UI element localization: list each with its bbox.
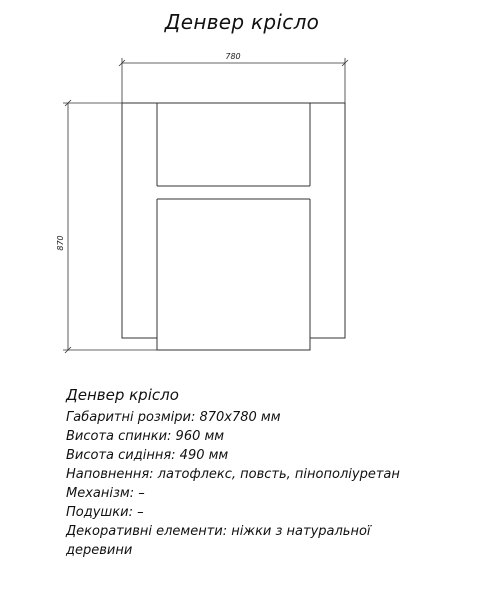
spec-pillows: Подушки: – [66,505,144,520]
spec-overall-dimensions: Габаритні розміри: 870х780 мм [66,410,281,425]
depth-dimension [56,100,157,353]
spec-product-name: Денвер крісло [66,386,179,404]
specification-block [66,385,476,560]
spec-decorative-elements: Декоративні елементи: ніжки з натуральної деревини [66,524,371,558]
spec-back-height: Висота спинки: 960 мм [66,429,225,444]
drawing-title: Денвер крісло [164,10,320,34]
spec-mechanism: Механізм: – [66,486,145,501]
spec-seat-height: Висота сидіння: 490 мм [66,448,229,463]
armchair-outline [122,103,345,350]
spec-filling: Наповнення: латофлекс, повсть, пінополіуретан [66,467,400,482]
width-dimension-label: 780 [225,52,241,61]
depth-dimension-label: 870 [56,235,65,251]
width-dimension [119,52,348,103]
armchair-body-outline [122,103,345,350]
